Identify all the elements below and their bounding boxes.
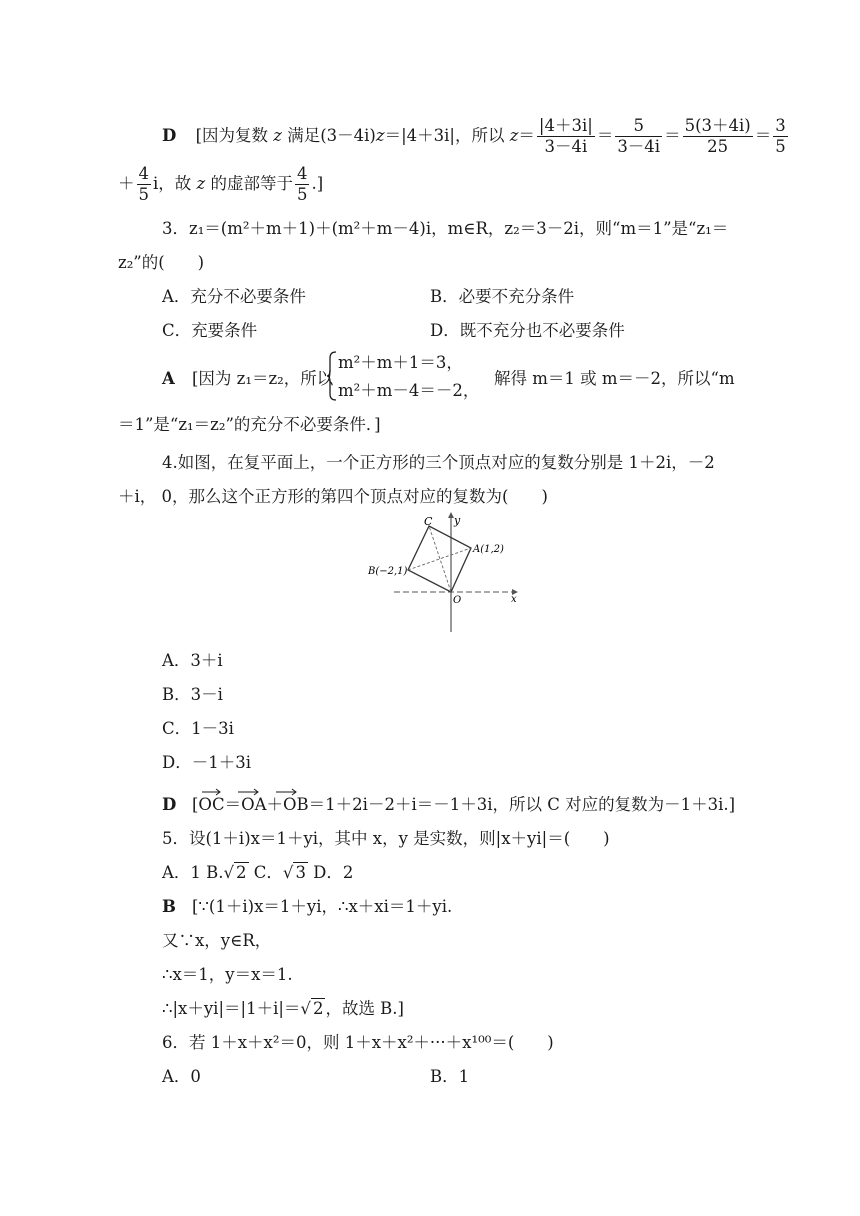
q6-option-b: B．1 (430, 1067, 470, 1086)
fraction: $\frac{3}{5}$ (775, 116, 786, 156)
q4-option-a: A．3＋i (162, 651, 223, 670)
q4-option-c: C．1－3i (162, 719, 234, 738)
answer-text: ＝|4＋3i|，所以 (384, 126, 510, 145)
q4-answer-text: [OC＝OA＋OB＝1＋2i－2＋i＝－1＋3i，所以 C 对应的复数为－1＋3i.] (192, 795, 736, 814)
label-o: O (453, 595, 462, 606)
system-brace (326, 350, 338, 402)
q5-answer-4: ∴|x＋yi|＝|1＋i|＝√ 2 ，故选 B.] (162, 999, 404, 1018)
answer-letter: D (162, 126, 177, 145)
q4-answer-letter: D (162, 795, 177, 814)
q6-option-a: A．0 (162, 1067, 201, 1086)
q3-stem-line2: z₂”的( ) (118, 253, 205, 272)
q4-option-d: D．－1＋3i (162, 753, 252, 772)
q3-stem-line1: 3．z₁＝(m²＋m＋1)＋(m²＋m－4)i，m∈R，z₂＝3－2i，则“m＝1”是“z₁＝ (162, 219, 729, 238)
answer-text: 满足(3－4i) (281, 126, 376, 145)
q5-answer-3: ∴x＝1，y＝x＝1. (162, 965, 293, 984)
q3-option-a: A．充分不必要条件 (162, 287, 306, 306)
q6-stem: 6．若 1＋x＋x²＝0，则 1＋x＋x²＋···＋x¹⁰⁰＝( ) (162, 1033, 554, 1052)
q3-answer-post: 解得 m＝1 或 m＝－2，所以“m (494, 369, 735, 388)
var-z: z (375, 126, 385, 145)
q5-answer-letter: B (162, 897, 176, 916)
q3-option-b: B．必要不充分条件 (430, 287, 575, 306)
fraction: $\frac{5(3+4i)}{25}$ (684, 116, 751, 156)
fraction: $\frac{|4+3i|}{3-4i}$ (538, 116, 593, 156)
q5-answer-2: 又∵x，y∈R， (162, 931, 272, 950)
label-c: C (424, 515, 433, 528)
square (408, 526, 471, 592)
fraction: $\frac{5}{3-4i}$ (617, 116, 661, 156)
label-a: A(1,2) (473, 544, 504, 555)
q4-option-b: B．3－i (162, 685, 223, 704)
label-x: x (511, 594, 517, 605)
q3-system-eq1: m²＋m＋1＝3， (338, 353, 463, 372)
answer-text: [因为复数 (195, 126, 274, 145)
label-b: B(−2,1) (368, 566, 408, 577)
equals: ＝ (518, 126, 535, 145)
q2-answer-line2: ＋ $\frac{4}{5}$ i，故 z 的虚部等于 $\frac{4}{5}$ .] (118, 164, 324, 204)
complex-plane-figure (364, 512, 524, 636)
fraction: $\frac{4}{5}$ (138, 164, 149, 204)
q5-answer-1: [∵(1＋i)x＝1＋yi，∴x＋xi＝1＋yi. (192, 897, 453, 916)
q5-options: A．1 B.√ 2 C．√ 3 D．2 (162, 863, 354, 882)
q4-stem-line1: 4.如图，在复平面上，一个正方形的三个顶点对应的复数分别是 1＋2i，－2 (162, 453, 715, 472)
q5-stem: 5．设(1＋i)x＝1＋yi，其中 x，y 是实数，则|x＋yi|＝( ) (162, 829, 610, 848)
fraction: $\frac{4}{5}$ (296, 164, 308, 204)
vector-arrows (200, 786, 320, 798)
q3-answer-letter: A (162, 369, 175, 388)
var-z: z (509, 126, 519, 145)
q4-stem-line2: ＋i， 0，那么这个正方形的第四个顶点对应的复数为( ) (118, 487, 548, 506)
q3-option-c: C．充要条件 (162, 321, 258, 340)
q3-option-d: D．既不充分也不必要条件 (430, 321, 625, 340)
label-y: y (454, 514, 461, 527)
q3-system-eq2: m²＋m－4＝－2， (338, 381, 480, 400)
q3-answer-pre: [因为 z₁＝z₂，所以 (192, 369, 334, 388)
q2-answer-line1: D [因为复数 z 满足(3－4i)z＝|4＋3i|，所以 z＝ $\frac{|4+3i|}{3-4i}$ ＝ $\frac{5}{3-4i}$ ＝ $\frac{5(3+4i)}{25}$ ＝ $\frac{3}{5}$ (162, 116, 786, 156)
q3-answer-line2: ＝1”是“z₁＝z₂”的充分不必要条件．] (118, 415, 381, 434)
var-z: z (273, 126, 282, 145)
